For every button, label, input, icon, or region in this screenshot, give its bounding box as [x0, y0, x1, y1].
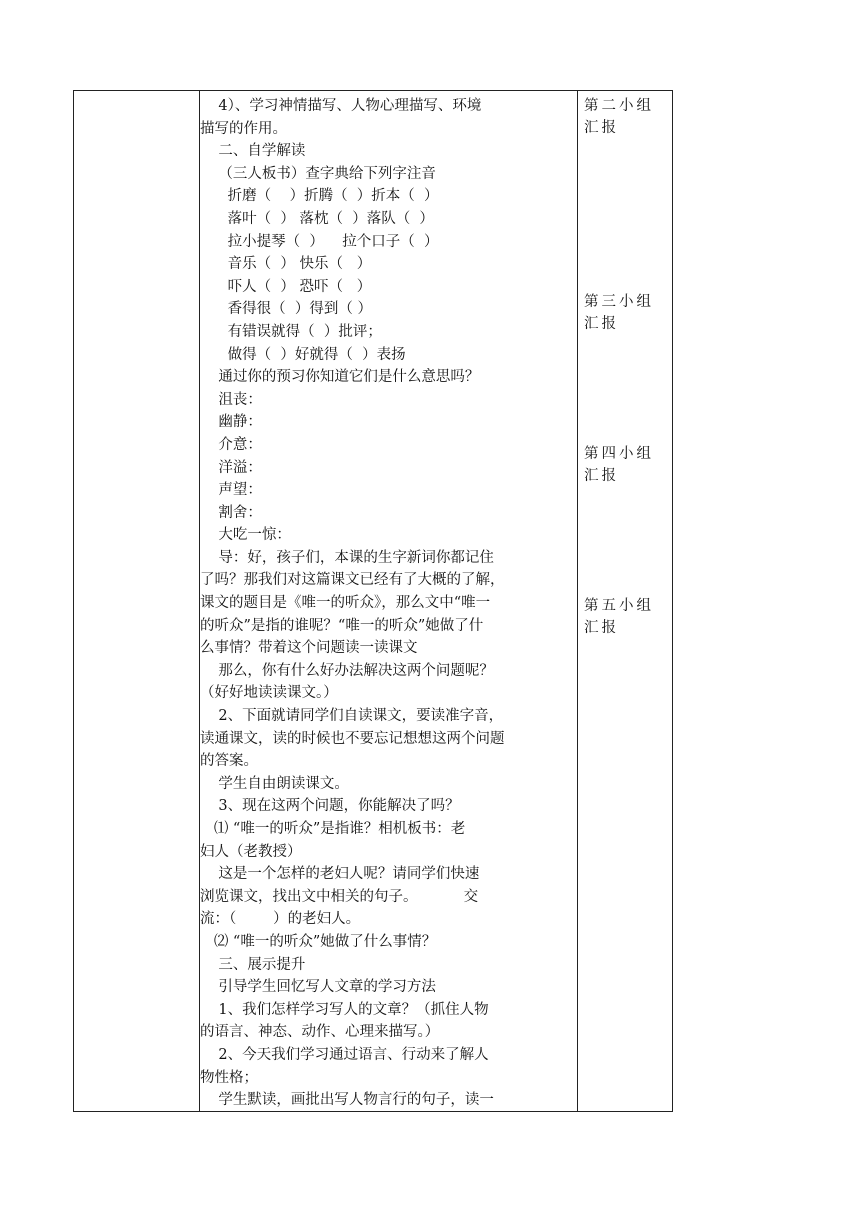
content-line: 的语言、神态、动作、心理来描写。）: [200, 1024, 440, 1041]
content-line: 这是一个怎样的老妇人呢？请同学们快速: [200, 866, 480, 883]
content-line: 4）、学习神情描写、人物心理描写、环境: [200, 98, 482, 114]
content-line: 描写的作用。: [200, 120, 287, 137]
content-line: 三、展示提升: [200, 956, 306, 973]
content-line: 香得很（ ）得到（ ）: [200, 301, 372, 318]
content-line: （三人板书）查字典给下列字注音: [200, 165, 436, 182]
group-report-text: 汇报: [584, 316, 619, 332]
content-line: 导：好，孩子们，本课的生字新词你都记住: [200, 549, 494, 566]
content-line: 吓人（ ） 恐吓（ ）: [200, 278, 372, 295]
content-line: 2、下面就请同学们自读课文，要读准字音，: [200, 708, 504, 725]
content-line: 洋溢：: [200, 459, 262, 476]
content-line: 拉小提琴（ ） 拉个口子（ ）: [200, 233, 439, 250]
content-line: 浏览课文，找出文中相关的句子。 交: [200, 888, 479, 905]
group-report-text: 汇报: [584, 120, 619, 136]
lesson-plan-table: [73, 90, 673, 1112]
content-line: 割舍：: [200, 504, 262, 521]
content-line: 沮丧：: [200, 391, 262, 408]
group-report-label: [584, 443, 654, 487]
group-report-label: [584, 291, 654, 335]
content-line: 么事情？带着这个问题读一读课文: [200, 640, 418, 657]
group-report-text: 第三小组: [584, 294, 654, 310]
group-report-text: 汇报: [584, 620, 619, 636]
group-report-text: 第二小组: [584, 98, 654, 114]
content-line: 折磨（ ）折腾（ ）折本（ ）: [200, 188, 439, 205]
content-line: 的听众”是指的谁呢？“唯一的听众”她做了什: [200, 617, 484, 634]
group-report-label: [584, 595, 654, 639]
group-report-text: 第四小组: [584, 446, 654, 462]
content-line: 二、自学解读: [200, 143, 306, 160]
content-line: 音乐（ ） 快乐（ ）: [200, 256, 372, 273]
content-line: 3、现在这两个问题，你能解决了吗？: [200, 798, 460, 815]
content-line: 介意：: [200, 436, 262, 453]
content-line: 流：（ ）的老妇人。: [200, 911, 361, 928]
content-line: 2、今天我们学习通过语言、行动来了解人: [200, 1046, 489, 1063]
content-line: 幽静：: [200, 414, 262, 431]
group-report-text: 汇报: [584, 468, 619, 484]
content-line: 妇人（老教授）: [200, 843, 302, 860]
content-line: 课文的题目是《唯一的听众》，那么文中“唯一: [200, 595, 491, 612]
group-report-label: [584, 95, 654, 139]
teaching-content-column: [200, 95, 570, 1112]
content-line: 落叶（ ） 落枕（ ）落队（ ）: [200, 210, 434, 227]
content-line: ⑵ “唯一的听众”她做了什么事情？: [200, 933, 437, 950]
content-line: 了吗？那我们对这篇课文已经有了大概的了解，: [200, 572, 505, 589]
content-line: 的答案。: [200, 753, 258, 770]
column-divider-right: [577, 91, 578, 1111]
content-line: 学生默读，画批出写人物言行的句子，读一: [200, 1092, 494, 1109]
content-line: 引导学生回忆写人文章的学习方法: [200, 979, 436, 996]
content-line: 学生自由朗读课文。: [200, 775, 349, 792]
content-line: （好好地读读课文。）: [200, 685, 338, 702]
content-line: 物性格；: [200, 1069, 258, 1086]
content-line: 有错误就得（ ）批评；: [200, 323, 382, 340]
content-line: 读通课文，读的时候也不要忘记想想这两个问题: [200, 730, 505, 747]
content-line: 做得（ ）好就得（ ）表扬: [200, 346, 406, 363]
group-report-text: 第五小组: [584, 598, 654, 614]
content-line: 声望：: [200, 482, 262, 499]
content-line: ⑴ “唯一的听众”是指谁？相机板书：老: [200, 821, 466, 837]
content-line: 大吃一惊：: [200, 527, 291, 544]
content-line: 1、我们怎样学习写人的文章？（抓住人物: [200, 1001, 489, 1018]
content-line: 通过你的预习你知道它们是什么意思吗？: [200, 369, 480, 386]
content-line: 那么，你有什么好办法解决这两个问题呢？: [200, 662, 494, 679]
